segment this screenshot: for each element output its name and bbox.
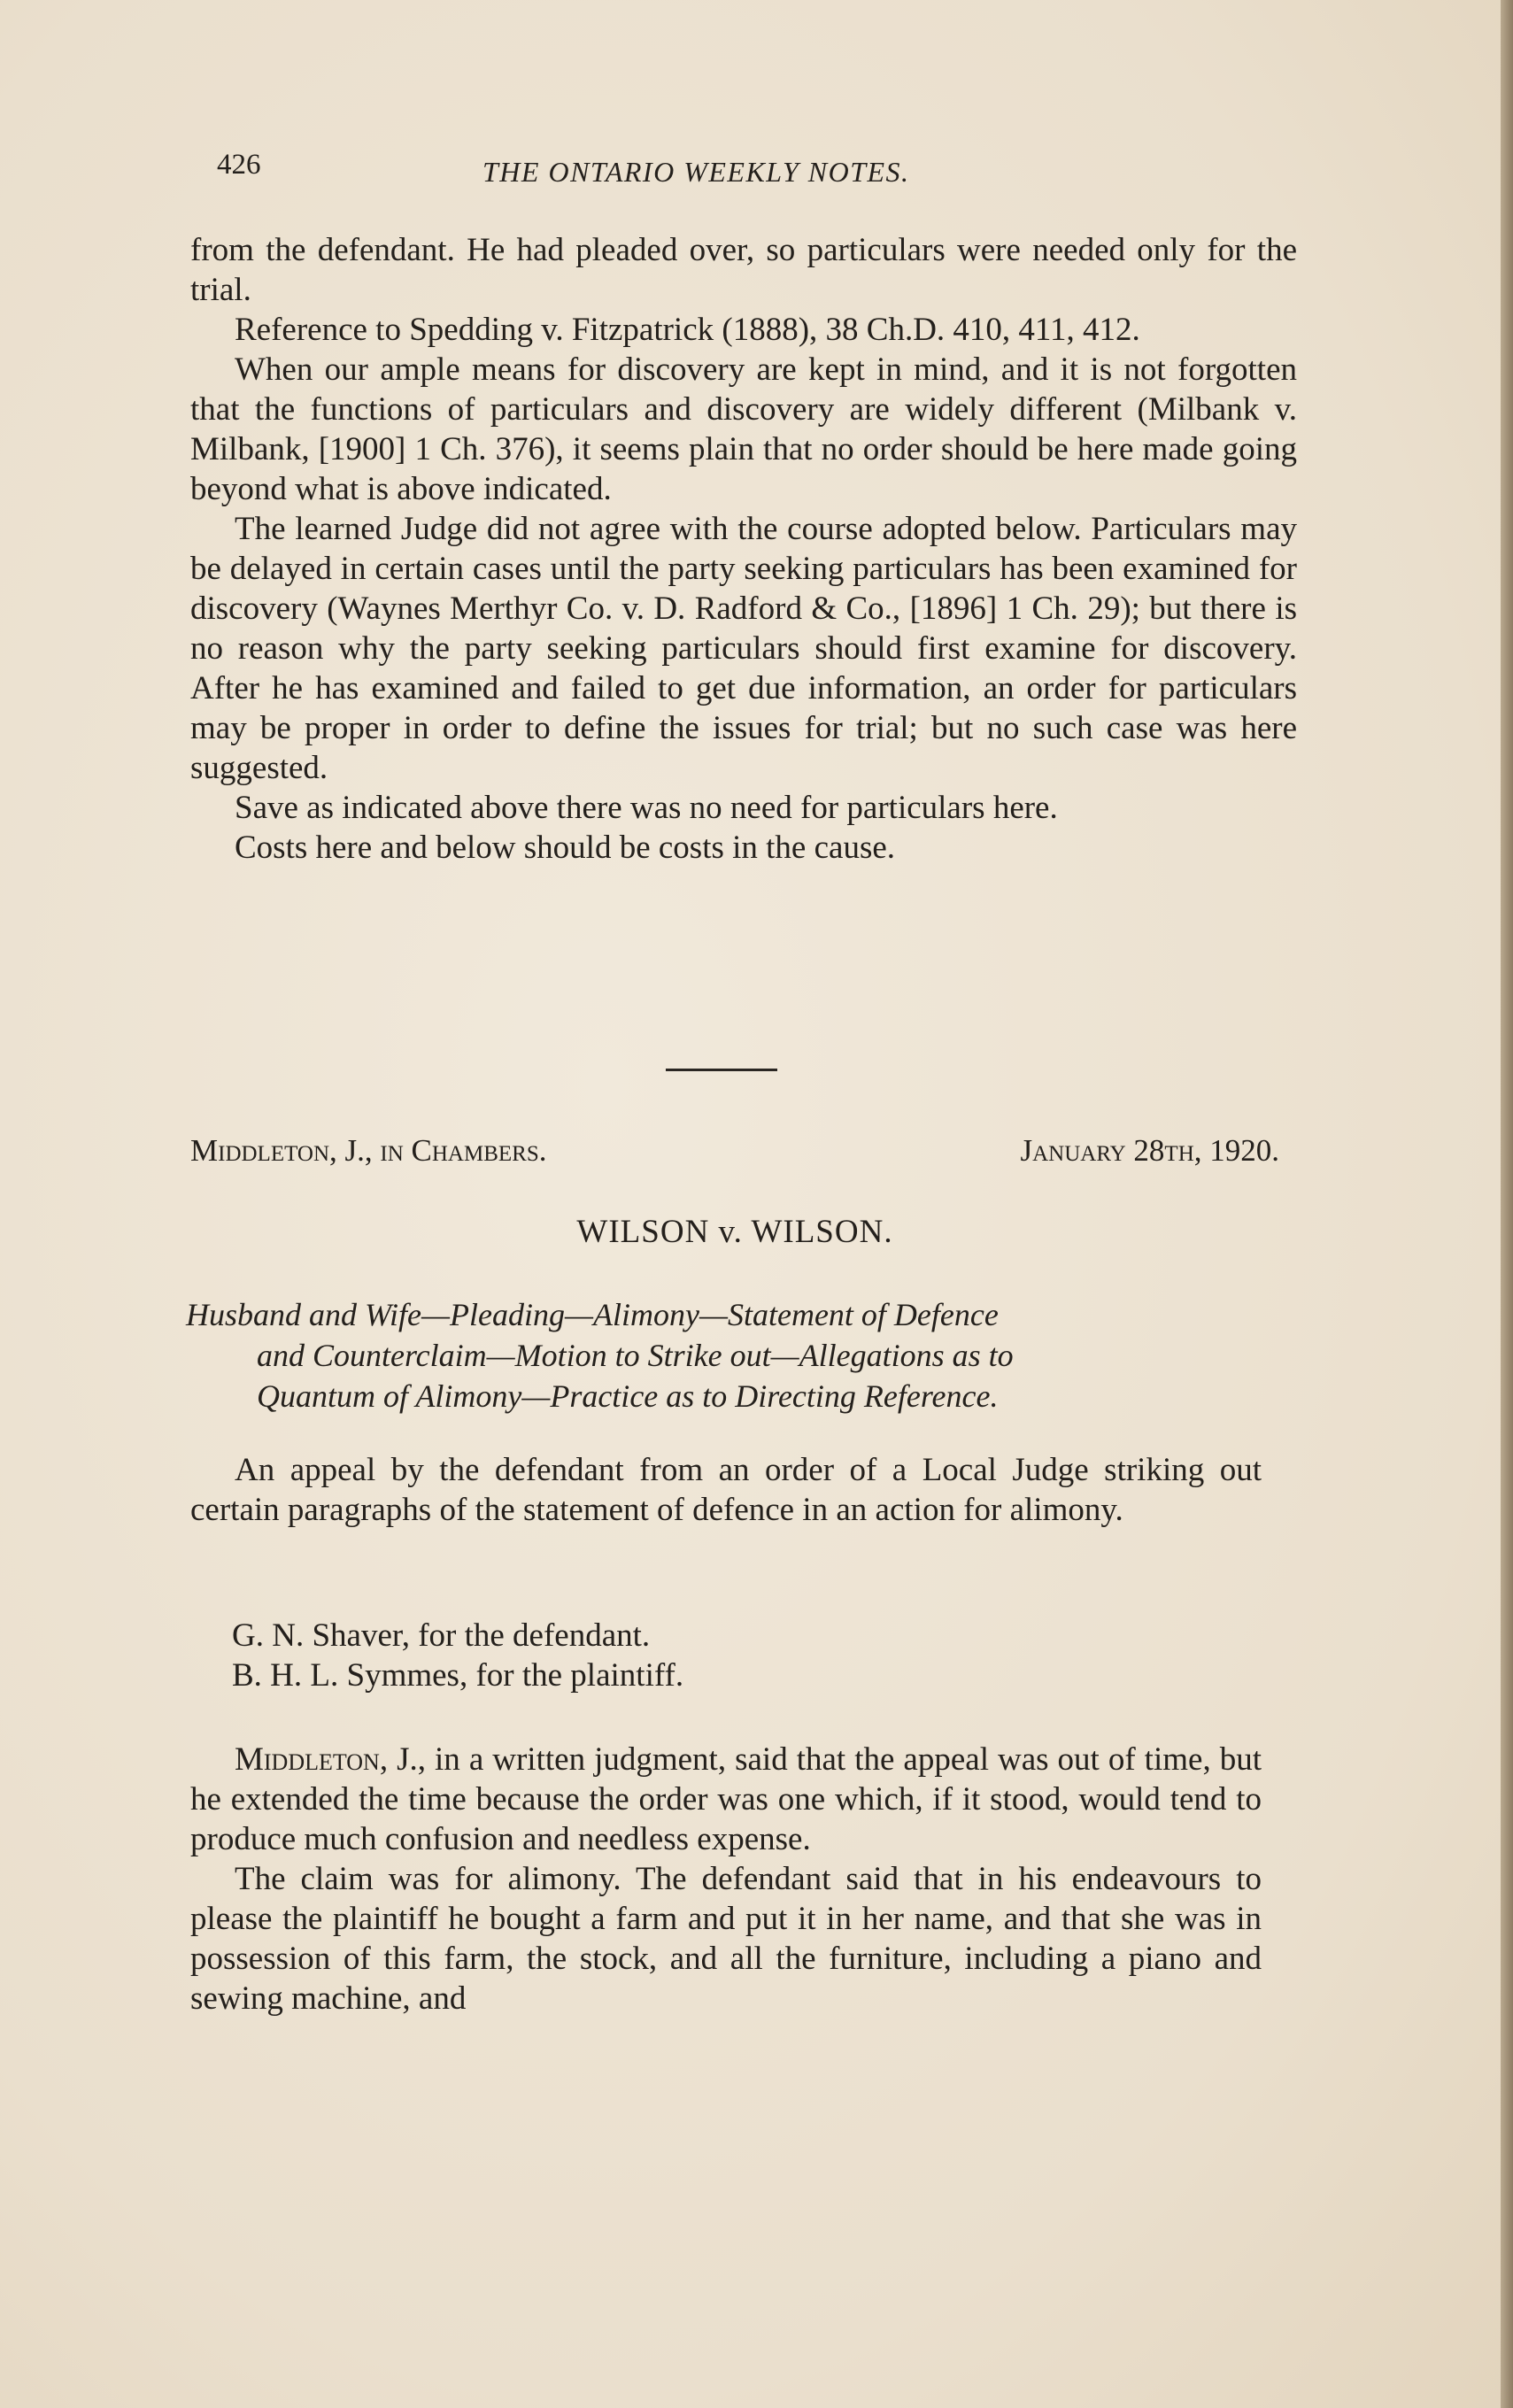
counsel-line: B. H. L. Symmes, for the plaintiff. [232,1657,684,1694]
paragraph: from the defendant. He had pleaded over, so particulars were needed only for the trial. [190,232,1297,308]
headnote-line: Husband and Wife—Pleading—Alimony—Statement of Defence [186,1297,999,1332]
case-title: WILSON v. WILSON. [576,1214,893,1250]
paragraph: Costs here and below should be costs in the cause. [235,830,896,866]
running-title: THE ONTARIO WEEKLY NOTES. [482,156,910,188]
counsel-line: G. N. Shaver, for the defendant. [232,1617,651,1654]
headnote-line: and Counterclaim—Motion to Strike out—Allegations as to [257,1338,1014,1373]
case-intro [190,1450,1262,1530]
judgment [190,1740,1262,2018]
case-date: January 28th, 1920. [1020,1133,1279,1168]
page-number: 426 [217,149,261,181]
paragraph: An appeal by the defendant from an order of a Local Judge striking out certain paragraphs of the statement of defence in an action for alimony. [190,1452,1262,1528]
headnote [186,1294,1275,1416]
paragraph: Save as indicated above there was no need for particulars here. [235,790,1058,826]
paragraph: Reference to Spedding v. Fitzpatrick (1888), 38 Ch.D. 410, 411, 412. [235,312,1140,348]
paragraph-text: in a written judgment, said that the appeal was out of time, but he extended the time because the order was one which, if it stood, would tend to produce much confusion and needless expense. [190,1741,1262,1857]
paragraph [190,1740,1262,1859]
paragraph: When our ample means for discovery are kept in mind, and it is not forgotten that the functions of particulars and discovery are widely different (Milbank v. Milbank, [1900] 1 Ch. 376), it seems plain that no order should be here made going beyond what is above indicated. [190,351,1297,507]
headnote-line: Quantum of Alimony—Practice as to Directing Reference. [257,1378,999,1414]
court-name: Middleton, J., in Chambers. [190,1133,547,1168]
section-divider [666,1069,777,1071]
book-spine-edge [1501,0,1513,2408]
page-header [217,140,1014,193]
judge-name: Middleton, J., [235,1741,427,1778]
paragraph: The learned Judge did not agree with the course adopted below. Particulars may be delayed in certain cases until the party seeking particulars has been examined for discovery (Waynes Merthyr Co. v. D. Radford & Co., [1896] 1 Ch. 29); but there is no reason why the party seeking particulars should first examine for discovery. After he has examined and failed to get due information, an order for particulars may be proper in order to define the issues for trial; but no such case was here suggested. [190,511,1297,786]
previous-case-continuation [190,230,1297,868]
paragraph: The claim was for alimony. The defendant said that in his endeavours to please the plaintiff he bought a farm and put it in her name, and that she was in possession of this farm, the stock, and all the furniture, including a piano and sewing machine, and [190,1861,1262,2017]
case-court-line [190,1133,1279,1177]
